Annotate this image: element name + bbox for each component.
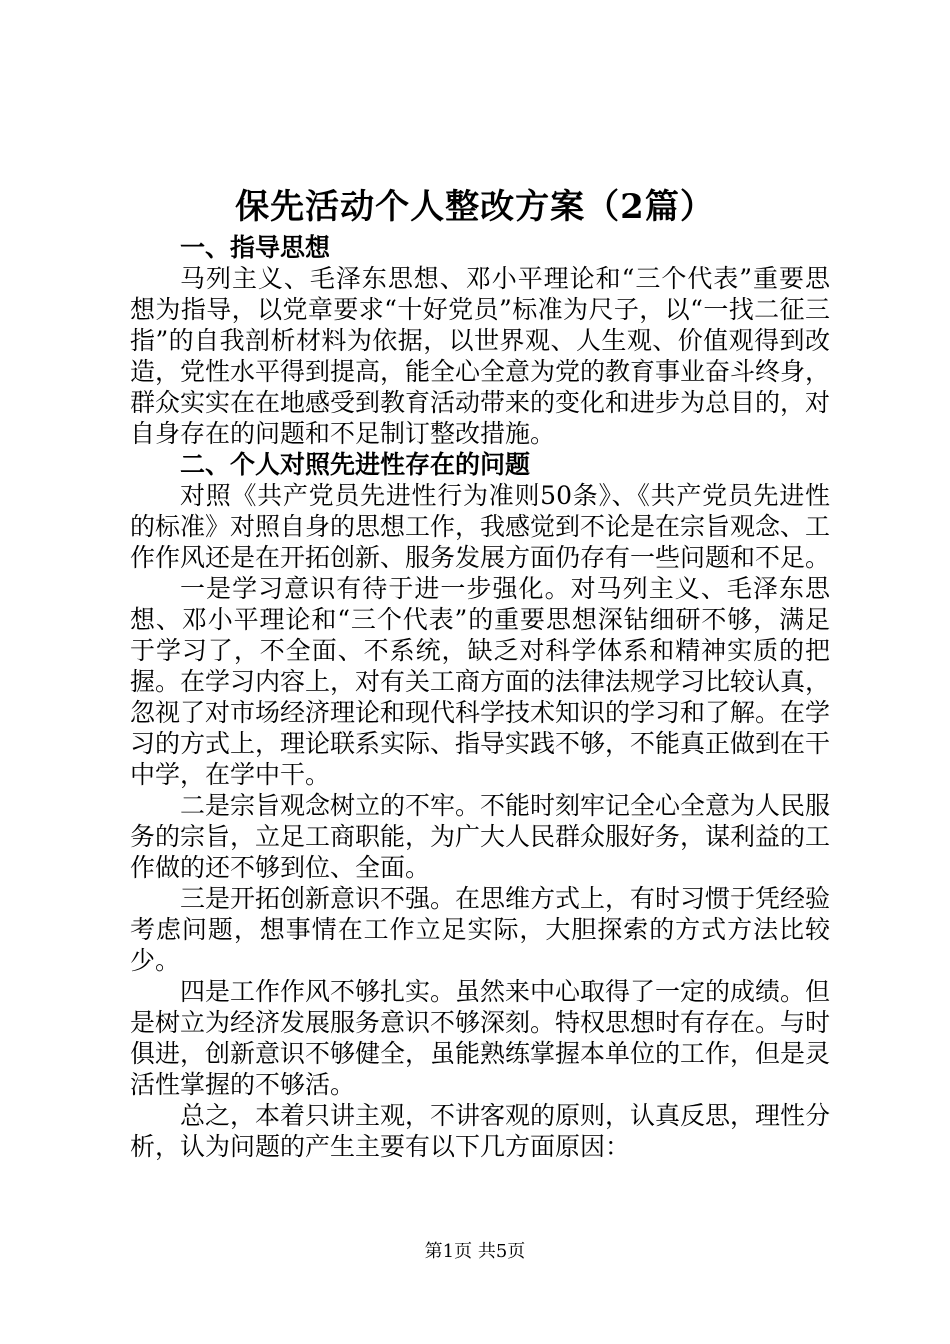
paragraph: 总之，本着只讲主观，不讲客观的原则，认真反思，理性分析，认为问题的产生主要有以下几方面原因： <box>130 1101 831 1161</box>
paragraph: 一是学习意识有待于进一步强化。对马列主义、毛泽东思想、邓小平理论和“三个代表”的重要思想深钻细研不够，满足于学习了，不全面、不系统，缺乏对科学体系和精神实质的把握。在学习内容上，对有关工商方面的法律法规学习比较认真，忽视了对市场经济理论和现代科学技术知识的学习和了解。在学习的方式上，理论联系实际、指导实践不够，不能真正做到在干中学，在学中干。 <box>130 574 831 789</box>
paragraph: 四是工作作风不够扎实。虽然来中心取得了一定的成绩。但是树立为经济发展服务意识不够深刻。特权思想时有存在。与时俱进，创新意识不够健全，虽能熟练掌握本单位的工作，但是灵活性掌握的不够活。 <box>130 977 831 1099</box>
document-title: 保先活动个人整改方案（2篇） <box>235 187 715 227</box>
section-heading-guiding-ideology: 一、指导思想 <box>180 233 331 262</box>
paragraph: 三是开拓创新意识不强。在思维方式上，有时习惯于凭经验考虑问题，想事情在工作立足实际，大胆探索的方式方法比较少。 <box>130 884 831 975</box>
paragraph: 马列主义、毛泽东思想、邓小平理论和“三个代表”重要思想为指导，以党章要求“十好党员”标准为尺子，以“一找二征三指”的自我剖析材料为依据，以世界观、人生观、价值观得到改造，党性水平得到提高，能全心全意为党的教育事业奋斗终身，群众实实在在地感受到教育活动带来的变化和进步为总目的，对自身存在的问题和不足制订整改措施。 <box>130 264 831 448</box>
paragraph: 对照《共产党员先进性行为准则50条》、《共产党员先进性的标准》对照自身的思想工作，我感觉到不论是在宗旨观念、工作作风还是在开拓创新、服务发展方面仍存有一些问题和不足。 <box>130 481 831 572</box>
section-heading-personal-problems: 二、个人对照先进性存在的问题 <box>180 450 531 479</box>
document-body <box>130 232 830 1162</box>
page-number-footer: 第1页 共5页 <box>424 1241 526 1262</box>
paragraph: 二是宗旨观念树立的不牢。不能时刻牢记全心全意为人民服务的宗旨，立足工商职能，为广大人民群众服好务，谋利益的工作做的还不够到位、全面。 <box>130 791 831 882</box>
